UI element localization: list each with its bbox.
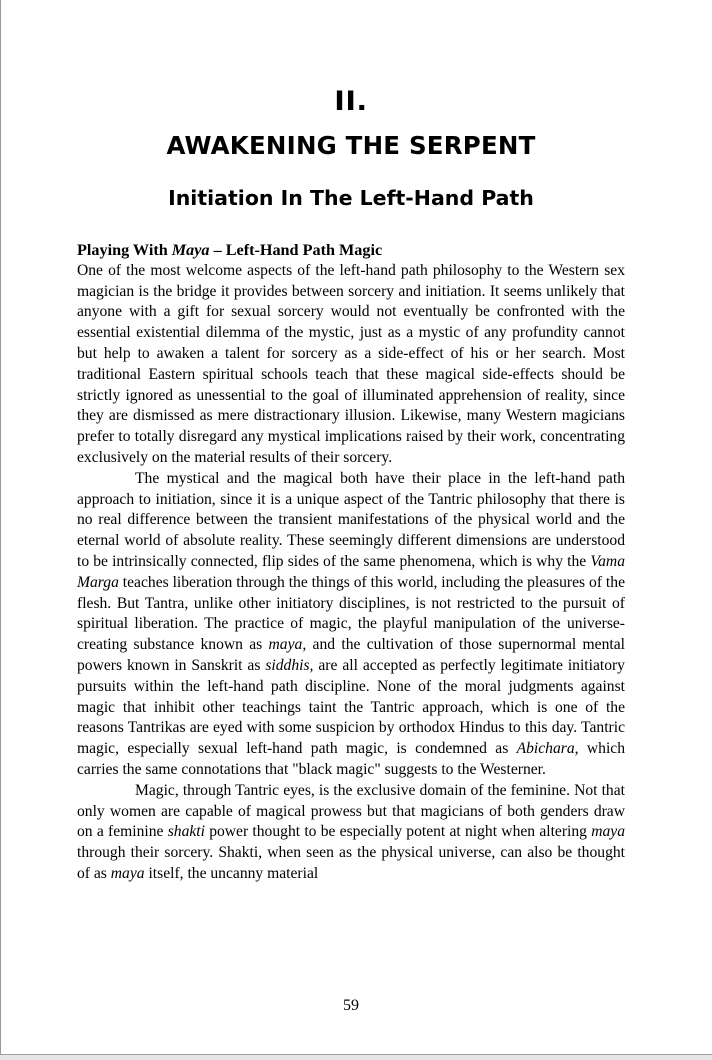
paragraph-3 — [77, 781, 625, 885]
p2-term-vama-marga: Vama Marga — [77, 552, 625, 591]
section-heading — [77, 240, 625, 261]
section-heading-suffix: – Left-Hand Path Magic — [209, 241, 383, 259]
p3-term-maya-2: maya — [110, 864, 145, 882]
page-number: 59 — [343, 997, 359, 1014]
body-text — [77, 240, 625, 885]
section-heading-prefix: Playing With — [77, 241, 172, 259]
viewer-bottom-edge — [0, 1054, 712, 1060]
paragraph-2 — [77, 469, 625, 781]
chapter-subtitle: Initiation In The Left-Hand Path — [168, 186, 534, 210]
p3-text-c: through their sorcery. Shakti, when seen as the physical universe, can also be thought of as — [77, 844, 625, 882]
p2-text-d: are all accepted as perfectly legitimate initiatory pursuits within the left-hand path discipline. None of the moral judgments against magic that inhibit other teachings taint the Tantric approach, which is one of the reasons Tantrikas are eyed with some suspicion by orthodox Hindus to this day. Tantric magic, especially sexual left-hand path magic, is condemned as — [77, 656, 625, 758]
p2-text-e: which carries the same connotations that "black magic" suggests to the Westerner. — [77, 740, 625, 778]
p2-text-a: The mystical and the magical both have their place in the left-hand path approach to initiation, since it is a unique aspect of the Tantric philosophy that there is no real difference between the transient manifestations of the physical world and the eternal world of absolute reality. These seemingly different dimensions are understood to be intrinsically connected, flip sides of the same phenomena, which is why the — [77, 469, 625, 570]
p2-term-abichara: Abichara, — [516, 740, 579, 758]
p3-term-shakti: shakti — [167, 823, 205, 841]
page-left-edge — [0, 0, 1, 1056]
p2-text-b: teaches liberation through the things of this world, including the pleasures of the flesh. But Tantra, unlike other initiatory disciplines, is not restricted to the pursuit of spiritual liberation. The practice of magic, the playful manipulation of the universe-creating substance known as — [77, 573, 625, 654]
p3-text-d: itself, the uncanny material — [144, 864, 319, 882]
p3-term-maya-1: maya — [591, 823, 625, 841]
p3-text-b: power thought to be especially potent at night when altering — [204, 823, 592, 841]
p2-text-c: and the cultivation of those supernormal mental powers known in Sanskrit as — [77, 636, 625, 674]
chapter-title: AWAKENING THE SERPENT — [166, 131, 536, 160]
p3-text-a: Magic, through Tantric eyes, is the exclusive domain of the feminine. Not that only women are capable of magical prowess but that magicians of both genders draw on a feminine — [77, 781, 625, 841]
paragraph-1: One of the most welcome aspects of the left-hand path philosophy to the Western sex magician is the bridge it provides between sorcery and initiation. It seems unlikely that anyone with a gift for sexual sorcery would not eventually be confronted with the essential existential dilemma of the mystic, just as a mystic of any profundity cannot but help to awaken a talent for sorcery as a side-effect of his or her search. Most traditional Eastern spiritual schools teach that these magical side-effects should be strictly ignored as unessential to the goal of illuminated apprehension of reality, since they are dismissed as mere distractionary illusion. Likewise, many Western magicians prefer to totally disregard any mystical implications raised by their work, concentrating exclusively on the material results of their sorcery. — [77, 261, 625, 466]
p2-term-siddhis: siddhis, — [265, 656, 314, 674]
chapter-number: II. — [334, 86, 368, 117]
section-heading-italic: Maya — [171, 241, 210, 259]
p2-term-maya: maya, — [268, 636, 307, 654]
